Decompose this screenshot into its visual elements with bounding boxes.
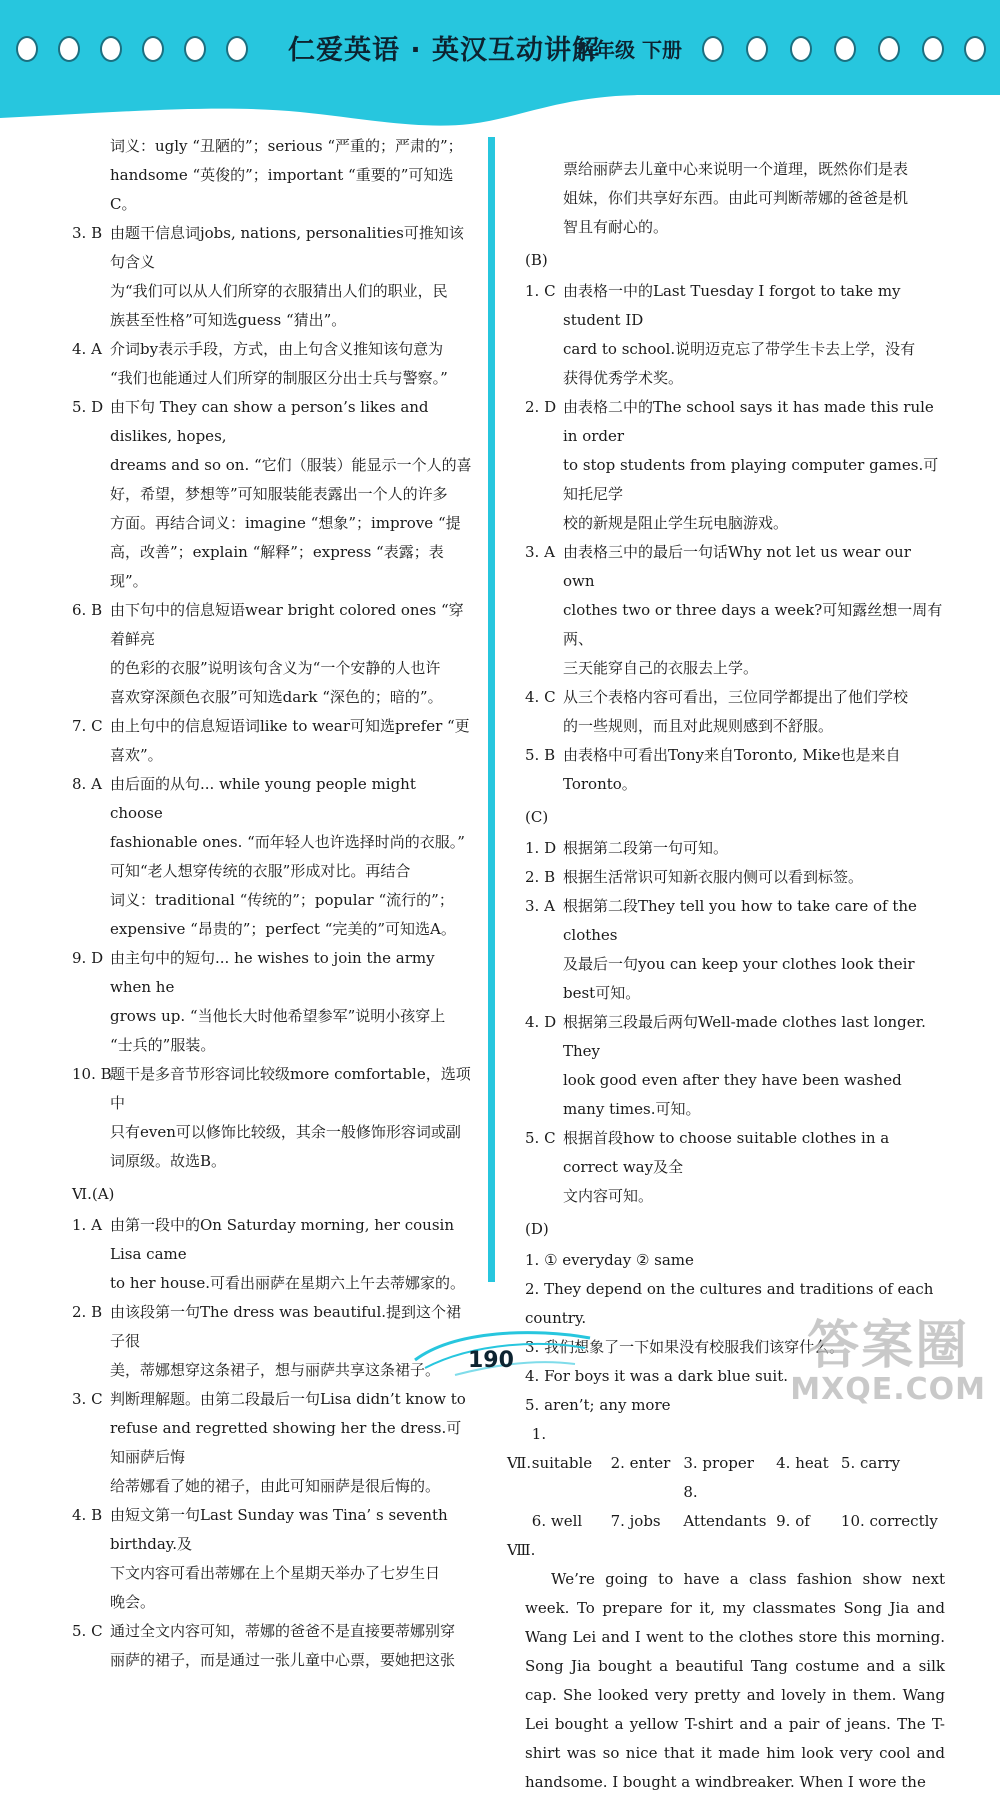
vocab-row — [507, 1420, 945, 1478]
section-heading: Ⅵ.(A) — [72, 1185, 115, 1203]
explanation-line: dreams and so on. “它们（服装）能显示一个人的喜 — [110, 456, 472, 474]
answer-number: 4. B — [72, 1506, 103, 1524]
answer-number: 3. A — [525, 897, 555, 915]
continued-text — [525, 155, 945, 242]
explanation-line: 由后面的从句... while young people might choose — [110, 775, 416, 822]
answer-item — [72, 770, 472, 944]
page-number: 190 — [468, 1348, 514, 1373]
explanation-line: “士兵的”服装。 — [110, 1036, 216, 1054]
answer-number: 3. B — [72, 224, 103, 242]
watermark — [790, 1318, 986, 1406]
essay-paragraph: We’re going to have a class fashion show next week. To prepare for it, my classmates Song Jia and Wang Lei and I went to the clothes store this morning. Song Jia bought a beautiful Tang costume and a silk cap. She looked very pretty and lovely in them. Wang Lei bought a yellow T-shirt and a pair of jeans. The T-shirt was so nice that it made him look very cool and handsome. I bought a windbreaker. When I wore the — [525, 1570, 945, 1791]
explanation-line: 美，蒂娜想穿这条裙子，想与丽萨共享这条裙子。 — [110, 1361, 441, 1379]
explanation-line: 姐妹，你们共享好东西。由此可判断蒂娜的爸爸是机 — [563, 189, 909, 207]
answer-item — [525, 1124, 945, 1211]
continued-text — [72, 132, 472, 219]
answer-item — [72, 335, 472, 393]
section-label: Ⅶ. — [507, 1454, 532, 1472]
binder-hole — [184, 36, 206, 62]
explanation-line: to stop students from playing computer games.可知托尼学 — [563, 456, 939, 503]
explanation-line: 题干是多音节形容词比较级more comfortable，选项中 — [110, 1065, 471, 1112]
right-column — [507, 155, 945, 1797]
binder-hole — [878, 36, 900, 62]
answer-number: 5. D — [72, 398, 104, 416]
vocab-answer: 6. well — [531, 1512, 583, 1530]
answer-item — [525, 741, 945, 799]
binder-hole — [834, 36, 856, 62]
vocab-answer: 1. suitable — [531, 1425, 593, 1472]
explanation-line: 方面。再结合词义：imagine “想象”；improve “提 — [110, 514, 461, 532]
explanation-line: 文内容可知。 — [563, 1187, 654, 1205]
answer-item — [525, 834, 945, 863]
answer-item — [525, 393, 945, 538]
answer-number: 5. C — [525, 1129, 556, 1147]
explanation-line: 高，改善”；explain “解释”；express “表露；表现”。 — [110, 543, 444, 590]
explanation-line: 由表格三中的最后一句话Why not let us wear our own — [563, 543, 911, 590]
answer-item — [525, 892, 945, 1008]
explanation-line: 由上句中的信息短语词like to wear可知选prefer “更 — [110, 717, 470, 735]
answer-number: 5. B — [525, 746, 556, 764]
vocab-answer: 10. correctly — [840, 1512, 938, 1530]
explanation-line: expensive “昂贵的”；perfect “完美的”可知选A。 — [110, 920, 456, 938]
answer-item — [72, 1501, 472, 1617]
explanation-line: 喜欢”。 — [110, 746, 163, 764]
answer-number: 7. C — [72, 717, 103, 735]
explanation-line: 由题干信息词jobs, nations, personalities可推知该句含义 — [110, 224, 464, 271]
explanation-line: handsome “英俊的”；important “重要的”可知选C。 — [110, 166, 454, 213]
explanation-line: 由主句中的短句... he wishes to join the army when he — [110, 949, 435, 996]
explanation-line: 晚会。 — [110, 1593, 156, 1611]
explanation-line: 由短文第一句Last Sunday was Tina’ s seventh birthday.及 — [110, 1506, 448, 1553]
explanation-line: 校的新规是阻止学生玩电脑游戏。 — [563, 514, 789, 532]
explanation-line: 词原级。故选B。 — [110, 1152, 227, 1170]
answer-number: 6. B — [72, 601, 103, 619]
answer-number: 10. B — [72, 1065, 112, 1083]
vocab-row — [507, 1478, 945, 1536]
vocab-answer: 7. jobs — [610, 1512, 661, 1530]
binder-hole — [226, 36, 248, 62]
answer-number: 1. D — [525, 839, 557, 857]
explanation-line: 词义：ugly “丑陋的”；serious “严重的；严肃的”； — [110, 137, 463, 155]
section-heading: (C) — [525, 808, 549, 826]
explanation-line: 由该段第一句The dress was beautiful.提到这个裙子很 — [110, 1303, 462, 1350]
answer-number: 1. A — [72, 1216, 102, 1234]
explanation-line: 根据第三段最后两句Well-made clothes last longer. They — [563, 1013, 926, 1060]
answer-line: 1. ① everyday ② same — [525, 1251, 694, 1269]
explanation-line: 下文内容可看出蒂娜在上个星期天举办了七岁生日 — [110, 1564, 441, 1582]
explanation-line: 由下句 They can show a person’s likes and dislikes, hopes, — [110, 398, 429, 445]
explanation-line: to her house.可看出丽萨在星期六上午去蒂娜家的。 — [110, 1274, 465, 1292]
answer-item — [72, 393, 472, 596]
explanation-line: clothes two or three days a week?可知露丝想一周有两、 — [563, 601, 943, 648]
explanation-line: “我们也能通过人们所穿的制服区分出士兵与警察。” — [110, 369, 448, 387]
explanation-line: 票给丽萨去儿童中心来说明一个道理，既然你们是表 — [563, 160, 909, 178]
explanation-line: refuse and regretted showing her the dress.可知丽萨后悔 — [110, 1419, 462, 1466]
explanation-line: Toronto。 — [563, 775, 637, 793]
answer-line: 5. aren’t; any more — [525, 1396, 671, 1414]
explanation-line: 智且有耐心的。 — [563, 218, 669, 236]
answer-number: 4. D — [525, 1013, 557, 1031]
explanation-line: 从三个表格内容可看出，三位同学都提出了他们学校 — [563, 688, 909, 706]
vocab-answer: 2. enter — [610, 1454, 671, 1472]
answer-item — [72, 712, 472, 770]
explanation-line: card to school.说明迈克忘了带学生卡去上学，没有 — [563, 340, 916, 358]
explanation-line: grows up. “当他长大时他希望参军”说明小孩穿上 — [110, 1007, 446, 1025]
answer-item — [525, 863, 945, 892]
explanation-line: 好，希望，梦想等”可知服装能表露出一个人的许多 — [110, 485, 448, 503]
answer-item — [525, 1008, 945, 1124]
answer-number: 1. C — [525, 282, 556, 300]
explanation-line: 丽萨的裙子，而是通过一张儿童中心票，要她把这张 — [110, 1651, 456, 1669]
explanation-line: 根据第二段They tell you how to take care of the clothes — [563, 897, 917, 944]
explanation-line: 由第一段中的On Saturday morning, her cousin Lisa came — [110, 1216, 454, 1263]
vocab-answer: 5. carry — [840, 1454, 901, 1472]
section-heading: (D) — [525, 1220, 549, 1238]
answer-line: 2. They depend on the cultures and traditions of each country. — [525, 1280, 934, 1327]
binder-hole — [16, 36, 38, 62]
explanation-line: 的色彩的衣服”说明该句含义为“一个安静的人也许 — [110, 659, 441, 677]
section-heading: (B) — [525, 251, 548, 269]
explanation-line: 族甚至性格”可知选guess “猜出”。 — [110, 311, 347, 329]
book-title: 仁爱英语 · 英汉互动讲解 — [288, 35, 601, 66]
explanation-line: 词义：traditional “传统的”；popular “流行的”； — [110, 891, 454, 909]
answer-number: 3. C — [72, 1390, 103, 1408]
watermark-url: MXQE.COM — [790, 1372, 986, 1407]
answer-number: 4. C — [525, 688, 556, 706]
watermark-logo: 答案圈 — [807, 1316, 970, 1376]
answer-number: 8. A — [72, 775, 102, 793]
answer-item — [525, 277, 945, 393]
answer-item — [72, 1211, 472, 1298]
binder-hole — [964, 36, 986, 62]
vocab-answer: 4. heat — [776, 1454, 829, 1472]
explanation-line: fashionable ones. “而年轻人也许选择时尚的衣服。” — [110, 833, 465, 851]
explanation-line: 给蒂娜看了她的裙子，由此可知丽萨是很后悔的。 — [110, 1477, 441, 1495]
explanation-line: 介词by表示手段，方式，由上句含义推知该句意为 — [110, 340, 444, 358]
right-answer-list — [525, 155, 945, 1420]
explanation-line: 由表格中可看出Tony来自Toronto, Mike也是来自 — [563, 746, 901, 764]
vocab-answer: 8. Attendants — [683, 1483, 767, 1530]
answer-number: 4. A — [72, 340, 102, 358]
answer-item — [72, 219, 472, 335]
answer-number: 9. D — [72, 949, 104, 967]
explanation-line: 的一些规则，而且对此规则感到不舒服。 — [563, 717, 834, 735]
answer-line: 4. For boys it was a dark blue suit. — [525, 1367, 788, 1385]
column-divider — [488, 137, 495, 1282]
explanation-line: 根据第二段第一句可知。 — [563, 839, 729, 857]
binder-hole — [746, 36, 768, 62]
answer-item — [525, 683, 945, 741]
section-7 — [507, 1420, 945, 1536]
explanation-line: 由表格一中的Last Tuesday I forgot to take my student ID — [563, 282, 901, 329]
binder-hole — [790, 36, 812, 62]
explanation-line: 只有even可以修饰比较级，其余一般修饰形容词或副 — [110, 1123, 461, 1141]
explanation-line: look good even after they have been washed many times.可知。 — [563, 1071, 902, 1118]
explanation-line: 喜欢穿深颜色衣服”可知选dark “深色的；暗的”。 — [110, 688, 443, 706]
section-8 — [507, 1536, 945, 1797]
explanation-line: 由表格二中的The school says it has made this rule in order — [563, 398, 934, 445]
answer-number: 2. B — [525, 868, 556, 886]
answer-item — [72, 1385, 472, 1501]
explanation-line: 可知“老人想穿传统的衣服”形成对比。再结合 — [110, 862, 411, 880]
explanation-line: 及最后一句you can keep your clothes look their best可知。 — [563, 955, 915, 1002]
explanation-line: 为“我们可以从人们所穿的衣服猜出人们的职业，民 — [110, 282, 448, 300]
explanation-line: 根据生活常识可知新衣服内侧可以看到标签。 — [563, 868, 864, 886]
header-wave — [0, 0, 1000, 140]
answer-number: 5. C — [72, 1622, 103, 1640]
answer-number: 2. B — [72, 1303, 103, 1321]
binder-hole — [702, 36, 724, 62]
binder-hole — [100, 36, 122, 62]
vocab-answer: 9. of — [776, 1512, 810, 1530]
explanation-line: 获得优秀学术奖。 — [563, 369, 684, 387]
binder-hole — [922, 36, 944, 62]
binder-hole — [142, 36, 164, 62]
answer-number: 3. A — [525, 543, 555, 561]
explanation-line: 判断理解题。由第二段最后一句Lisa didn’t know to — [110, 1390, 466, 1408]
answer-item — [525, 538, 945, 683]
answer-item — [72, 596, 472, 712]
explanation-line: 由下句中的信息短语wear bright colored ones “穿着鲜亮 — [110, 601, 464, 648]
vocab-answer: 3. proper — [683, 1454, 754, 1472]
answer-item — [72, 944, 472, 1060]
answer-item — [72, 1617, 472, 1675]
binder-hole — [58, 36, 80, 62]
answer-number: 2. D — [525, 398, 557, 416]
answer-item — [72, 1060, 472, 1176]
left-column — [72, 132, 472, 1675]
book-grade: 八年级 下册 — [575, 38, 682, 62]
explanation-line: 通过全文内容可知，蒂娜的爸爸不是直接要蒂娜别穿 — [110, 1622, 456, 1640]
answer-line: 3. 我们想象了一下如果没有校服我们该穿什么。 — [525, 1338, 845, 1356]
explanation-line: 根据首段how to choose suitable clothes in a correct way及全 — [563, 1129, 890, 1176]
section-label: Ⅷ. — [507, 1541, 536, 1559]
explanation-line: 三天能穿自己的衣服去上学。 — [563, 659, 759, 677]
